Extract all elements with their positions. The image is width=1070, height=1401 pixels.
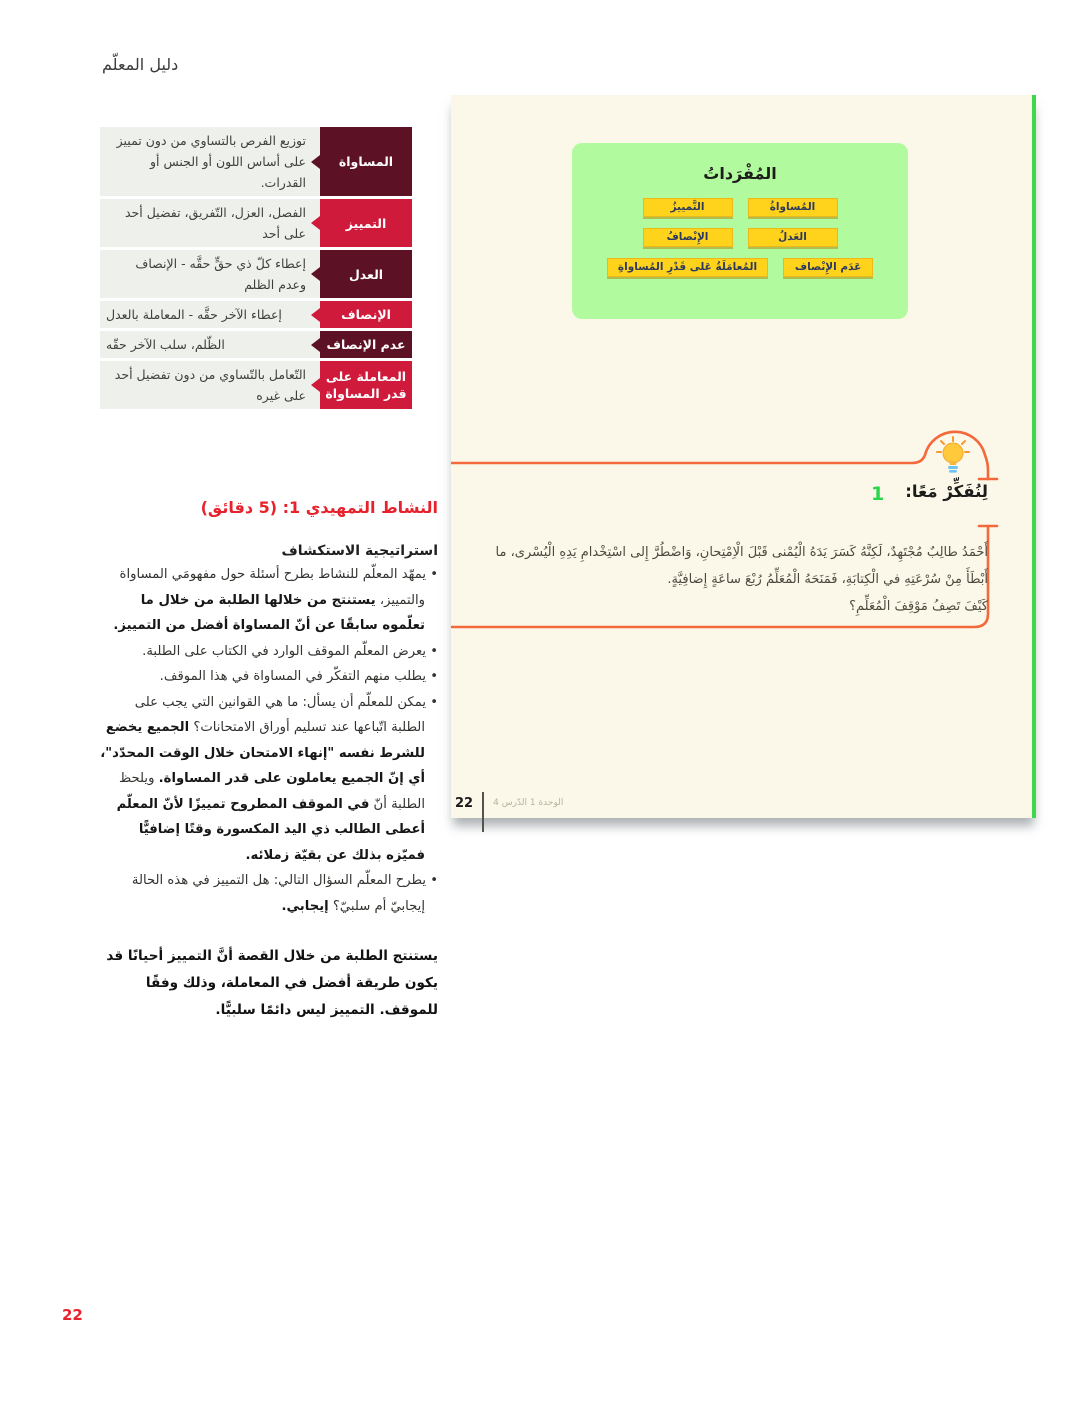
glossary-row	[100, 127, 412, 196]
glossary-term: المعاملة على قدر المساواة	[320, 361, 412, 409]
glossary-row	[100, 361, 412, 409]
activity-heading: النشاط التمهيدي 1: (5 دقائق)	[200, 498, 438, 517]
think-story-text: أَحْمَدُ طالِبٌ مُجْتَهِدٌ، لَكِنَّهُ كَسَرَ يَدَهُ الْيُمْنى قَبْلَ الْاِمْتِحانِ، وَاضْطُرَّ إِلى اسْتِخْدامِ يَدِهِ الْيُسْرى، ما أَبْطَأَ مِنْ سُرْعَتِهِ في الْكِتابَةِ، فَمَنَحَهُ الْمُعَلِّمُ رُبْعَ ساعَةٍ إِضافِيَّةٍ.	[495, 545, 988, 587]
bullet-glyph: •	[426, 669, 438, 684]
term-arrow-icon	[311, 155, 320, 169]
glossary-row	[100, 301, 412, 328]
bullet-text-bold: في الموقف المطروح تمييزًا لأنّ المعلّم أعطى الطالب ذي اليد المكسورة وقتًا إضافيًّا فميّزه بذلك عن بقيّة زملائه.	[116, 796, 425, 863]
panel-page-number: 22	[455, 795, 474, 811]
activity-section	[100, 498, 438, 1024]
activity-conclusion: يستنتج الطلبة من خلال القصة أنَّ التمييز أحيانًا قد يكون طريقة أفضل في المعاملة، وذلك وفقًا للموقف. التمييز ليس دائمًا سلبيًّا.	[106, 948, 438, 1018]
glossary-term: المساواة	[320, 127, 412, 196]
vocabulary-chip: عَدَم الإِنْصاف	[783, 258, 873, 277]
footer-breadcrumb: الوحدة 1 الدّرس 4	[493, 798, 564, 808]
bullet-glyph: •	[426, 694, 438, 710]
bullet-text: يطرح المعلّم السؤال التالي: هل التمييز في هذه الحالة إيجابيّ أم سلبيّ؟	[131, 873, 427, 914]
glossary-definition: توزيع الفرص بالتساوي من دون تمييز على أساس اللون أو الجنس أو القدرات.	[100, 127, 320, 196]
term-arrow-icon	[311, 308, 320, 322]
activity-bullet	[100, 664, 438, 690]
page-number: 22	[62, 1306, 83, 1324]
term-arrow-icon	[311, 338, 320, 352]
bullet-glyph: •	[426, 873, 438, 888]
glossary-definition: إعطاء الآخر حقَّه - المعاملة بالعدل	[100, 301, 320, 328]
vocabulary-chip: التَّمييزُ	[643, 198, 733, 217]
glossary-row	[100, 199, 412, 247]
vocabulary-chip-row	[572, 228, 908, 247]
activity-bullet	[100, 690, 438, 869]
vocabulary-chip-row	[572, 258, 908, 277]
activity-bullet-list	[100, 562, 438, 919]
lightbulb-icon	[932, 435, 974, 481]
vocabulary-chip: الإِنْصافُ	[643, 228, 733, 247]
panel-footer	[455, 792, 563, 814]
activity-bullet	[100, 868, 438, 919]
think-section-number: 1	[871, 483, 885, 505]
glossary-definition: التّعامل بالتّساوي من دون تفضيل أحد على غيره	[100, 361, 320, 409]
guide-title: دليل المعلّم	[102, 55, 179, 74]
bullet-text: يطلب منهم التفكّر في المساواة في هذا الموقف.	[159, 669, 427, 684]
glossary-term: عدم الإنصاف	[320, 331, 412, 358]
bullet-text: يمكن للمعلّم أن يسأل: ما هي القوانين التي يجب على الطلبة اتّباعها عند تسليم أوراق الامتحانات؟	[134, 694, 427, 735]
glossary-term: التمييز	[320, 199, 412, 247]
glossary-table	[100, 127, 412, 412]
think-question-text: كَيْفَ تَصِفُ مَوْقِفَ الْمُعَلِّمِ؟	[849, 599, 988, 614]
vocabulary-box	[572, 143, 908, 319]
page-edge-strip	[1032, 95, 1036, 818]
vocabulary-title: المُفْرَداتُ	[703, 164, 777, 183]
vocabulary-chip: المُساواةُ	[748, 198, 838, 217]
glossary-row	[100, 250, 412, 298]
term-arrow-icon	[311, 216, 320, 230]
term-arrow-icon	[311, 267, 320, 281]
bullet-glyph: •	[426, 643, 438, 659]
glossary-row	[100, 331, 412, 358]
bullet-text-bold: يستنتج من خلالها الطلبة من خلال ما تعلّموه سابقًا عن أنّ المساواة أفضل من التمييز.	[113, 592, 425, 633]
vocabulary-chip: المُعامَلَةُ عَلى قَدْرِ المُساواةِ	[607, 258, 768, 277]
bullet-glyph: •	[426, 567, 438, 582]
vocabulary-chip-grid	[572, 198, 908, 277]
activity-bullet	[100, 562, 438, 639]
vocabulary-chip: العَدلُ	[748, 228, 838, 247]
glossary-definition: الفصل، العزل، التّفريق، تفضيل أحد على أحد	[100, 199, 320, 247]
term-arrow-icon	[311, 378, 320, 392]
footer-divider	[482, 792, 484, 832]
bullet-text: يعرض المعلّم الموقف الوارد في الكتاب على الطلبة.	[142, 643, 427, 659]
glossary-term: الإنصاف	[320, 301, 412, 328]
vocabulary-chip-row	[572, 198, 908, 217]
bullet-text: يمهّد المعلّم للنشاط بطرح أسئلة حول مفهومَي المساواة والتمييز،	[119, 567, 427, 608]
bullet-text-bold: إيجابي.	[281, 898, 329, 914]
glossary-term: العدل	[320, 250, 412, 298]
glossary-definition: إعطاء كلّ ذي حقٍّ حقَّه - الإنصاف وعدم الظلم	[100, 250, 320, 298]
student-book-panel	[451, 95, 1036, 818]
think-section-title: لِنُفَكِّرْ مَعًا:	[905, 482, 988, 501]
activity-bullet	[100, 639, 438, 665]
bullet-text: ويلحظ الطلبة أنّ	[119, 771, 425, 812]
activity-strategy-label: استراتيجية الاستكشاف	[281, 543, 438, 559]
glossary-definition: الظّلم، سلب الآخر حقّه	[100, 331, 320, 358]
think-story-block	[488, 539, 988, 620]
bullet-text-bold: الجميع يخضع للشرط نفسه "إنهاء الامتحان خلال الوقت المحدّد"، أي إنّ الجميع يعاملون على قدر المساواة.	[100, 720, 425, 786]
